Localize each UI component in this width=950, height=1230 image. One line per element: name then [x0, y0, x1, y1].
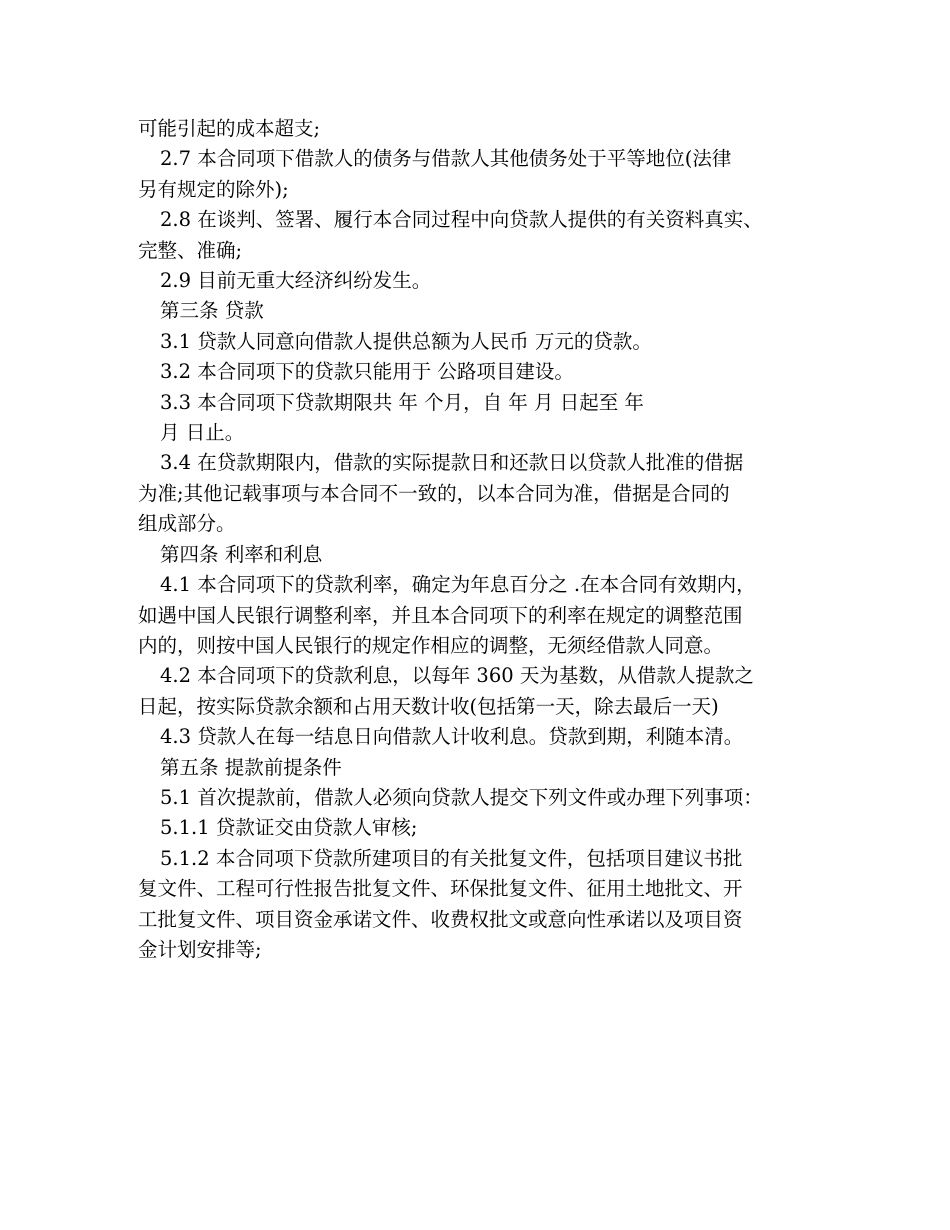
- text-line: 复文件、工程可行性报告批复文件、环保批复文件、征用土地批文、开: [138, 877, 743, 901]
- text-line: 可能引起的成本超支;: [138, 117, 321, 140]
- section-heading: 第五条 提款前提条件: [160, 755, 342, 779]
- text-line: 月 日止。: [160, 421, 245, 445]
- text-line: 工批复文件、项目资金承诺文件、收费权批文或意向性承诺以及项目资: [138, 907, 743, 931]
- text-line: 为准;其他记载事项与本合同不一致的，以本合同为准，借据是合同的: [138, 481, 730, 505]
- section-heading: 第三条 贷款: [160, 299, 264, 323]
- text-line: 5.1.2 本合同项下贷款所建项目的有关批复文件，包括项目建议书批: [160, 846, 743, 870]
- document-body: [138, 114, 838, 965]
- text-line: 4.3 贷款人在每一结息日向借款人计收利息。贷款到期，利随本清。: [160, 725, 744, 749]
- text-line: 内的，则按中国人民银行的规定作相应的调整，无须经借款人同意。: [138, 633, 724, 657]
- text-line: 2.9 目前无重大经济纠纷发生。: [160, 269, 432, 293]
- text-line: 5.1.1 贷款证交由贷款人审核;: [160, 816, 418, 840]
- text-line: 3.3 本合同项下贷款期限共 年 个月，自 年 月 日起至 年: [160, 390, 644, 414]
- text-line: 5.1 首次提款前，借款人必须向贷款人提交下列文件或办理下列事项：: [160, 785, 763, 809]
- text-line: 2.8 在谈判、签署、履行本合同过程中向贷款人提供的有关资料真实、: [160, 208, 763, 232]
- text-line: 3.4 在贷款期限内，借款的实际提款日和还款日以贷款人批准的借据: [160, 451, 744, 475]
- text-line: 如遇中国人民银行调整利率，并且本合同项下的利率在规定的调整范围: [138, 603, 743, 627]
- text-line: 组成部分。: [138, 512, 236, 536]
- section-heading: 第四条 利率和利息: [160, 542, 323, 566]
- text-line: 4.2 本合同项下的贷款利息，以每年 360 天为基数，从借款人提款之: [160, 664, 754, 688]
- text-line: 金计划安排等;: [138, 937, 262, 961]
- text-line: 另有规定的除外);: [138, 177, 289, 201]
- text-line: 4.1 本合同项下的贷款利率，确定为年息百分之 .在本合同有效期内，: [160, 573, 756, 597]
- text-line: 3.1 贷款人同意向借款人提供总额为人民币 万元的贷款。: [160, 329, 652, 353]
- text-line: 日起，按实际贷款余额和占用天数计收(包括第一天，除去最后一天): [138, 694, 719, 718]
- text-line: 3.2 本合同项下的贷款只能用于 公路项目建设。: [160, 360, 574, 384]
- text-line: 2.7 本合同项下借款人的债务与借款人其他债务处于平等地位(法律: [160, 147, 732, 171]
- text-line: 完整、准确;: [138, 238, 243, 262]
